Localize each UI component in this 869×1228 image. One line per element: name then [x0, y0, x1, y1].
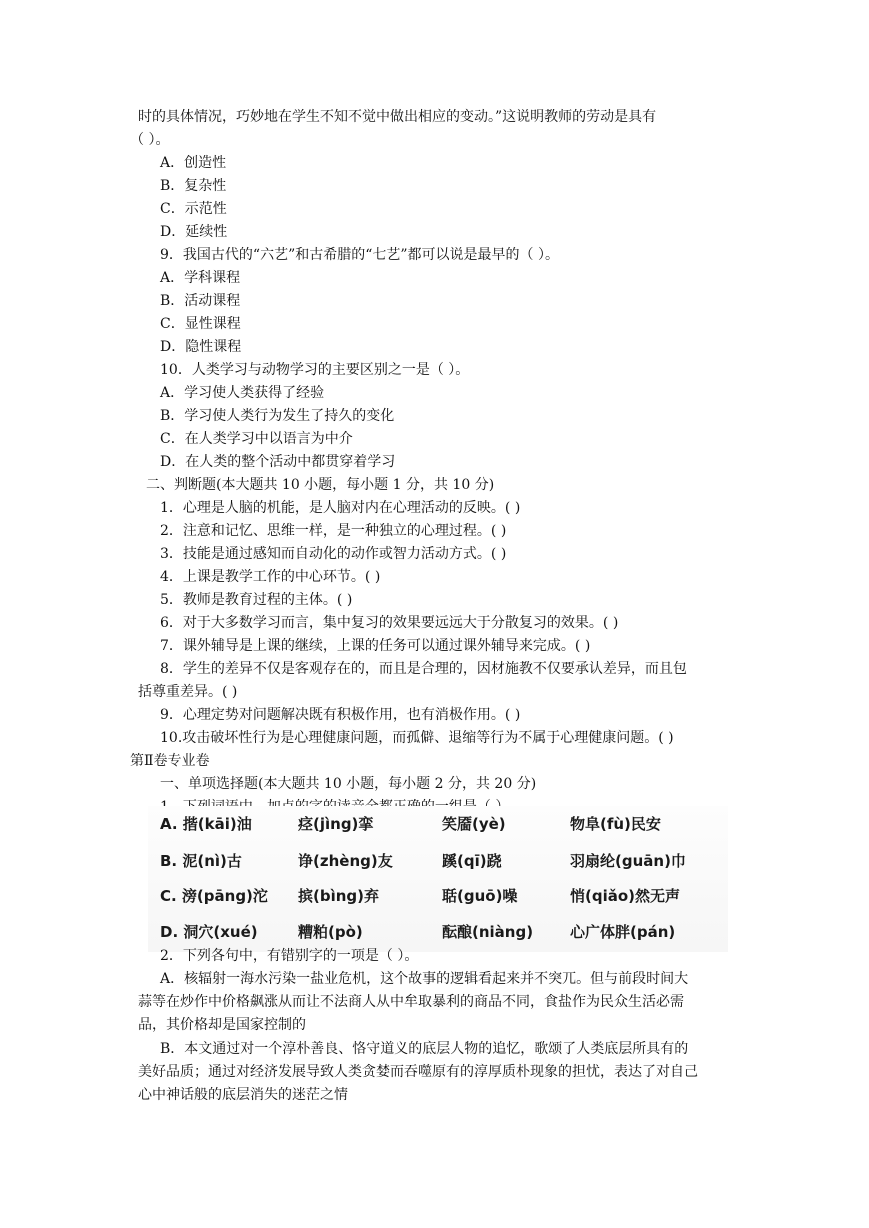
pinyin-c-4: 悄(qiǎo)然无声: [570, 887, 681, 905]
part2-q2-option-a-line3: 品，其价格却是国家控制的: [138, 1017, 306, 1033]
judge-item-7: 7．课外辅导是上课的继续，上课的任务可以通过课外辅导来完成。( ): [160, 638, 591, 654]
pinyin-row-b: [160, 850, 720, 874]
q10-option-d: D．在人类的整个活动中都贯穿着学习: [160, 454, 396, 470]
pinyin-row-c: [160, 885, 720, 909]
judge-item-6: 6．对于大多数学习而言，集中复习的效果要远远大于分散复习的效果。( ): [160, 615, 619, 631]
pinyin-d-3: 酝酿(niàng): [442, 923, 534, 941]
judge-item-3: 3．技能是通过感知而自动化的动作或智力活动方式。( ): [160, 546, 507, 562]
pinyin-row-a: [160, 813, 720, 837]
judge-item-9: 9．心理定势对问题解决既有积极作用，也有消极作用。( ): [160, 707, 521, 723]
pinyin-d-2: 糟粕(pò): [298, 923, 363, 941]
q9-option-c: C．显性课程: [160, 316, 241, 332]
pinyin-a-2: 痉(jìng)挛: [298, 815, 374, 833]
part2-title: 第Ⅱ卷专业卷: [130, 753, 210, 769]
pinyin-c-3: 聒(guō)噪: [442, 887, 518, 905]
judge-item-4: 4．上课是教学工作的中心环节。( ): [160, 569, 381, 585]
pinyin-a-4: 物阜(fù)民安: [570, 815, 661, 833]
q9-option-b: B．活动课程: [160, 293, 241, 309]
pinyin-b-3: 蹊(qī)跷: [442, 852, 502, 870]
q10-option-c: C．在人类学习中以语言为中介: [160, 431, 353, 447]
pinyin-a-1: A. 揩(kāi)油: [160, 815, 252, 833]
part2-q2-option-b-line2: 美好品质；通过对经济发展导致人类贪婪而吞噬原有的淳厚质朴现象的担忧，表达了对自己: [138, 1064, 698, 1080]
q10-option-b: B．学习使人类行为发生了持久的变化: [160, 408, 395, 424]
q9-stem: 9．我国古代的“六艺”和古希腊的“七艺”都可以说是最早的（ ）。: [160, 247, 559, 263]
q9-option-d: D．隐性课程: [160, 339, 242, 355]
q8-option-b: B．复杂性: [160, 178, 227, 194]
pinyin-d-1: D. 洞穴(xué): [160, 923, 258, 941]
q9-option-a: A．学科课程: [160, 270, 241, 286]
q10-option-a: A．学习使人类获得了经验: [160, 385, 325, 401]
part2-q2-option-a-line1: A．核辐射一海水污染一盐业危机，这个故事的逻辑看起来并不突兀。但与前段时间大: [160, 971, 689, 987]
judge-item-8-cont: 括尊重差异。( ): [138, 684, 238, 700]
pinyin-d-4: 心广体胖(pán): [570, 923, 676, 941]
judge-item-1: 1．心理是人脑的机能，是人脑对内在心理活动的反映。( ): [160, 500, 521, 516]
pinyin-a-3: 笑靥(yè): [442, 815, 506, 833]
pinyin-c-1: C. 滂(pāng)沱: [160, 887, 268, 905]
pinyin-b-2: 诤(zhèng)友: [298, 852, 393, 870]
part2-q2-option-a-line2: 蒜等在炒作中价格飙涨从而让不法商人从中牟取暴利的商品不同，食盐作为民众生活必需: [138, 994, 684, 1010]
part2-heading: 一、单项选择题(本大题共 10 小题，每小题 2 分，共 20 分): [160, 776, 537, 792]
judge-item-8: 8．学生的差异不仅是客观存在的，而且是合理的，因材施教不仅要承认差异，而且包: [160, 661, 687, 677]
judge-item-5: 5．教师是教育过程的主体。( ): [160, 592, 353, 608]
q10-stem: 10．人类学习与动物学习的主要区别之一是（ ）。: [160, 362, 470, 378]
part2-q2-stem: 2．下列各句中，有错别字的一项是（ ）。: [160, 948, 419, 964]
part2-q2-option-b-line1: B．本文通过对一个淳朴善良、恪守道义的底层人物的追忆，歌颂了人类底层所具有的: [160, 1041, 689, 1057]
q8-stem-tail: 时的具体情况，巧妙地在学生不知不觉中做出相应的变动。”这说明教师的劳动是具有: [138, 109, 657, 125]
q8-stem-blank: （ ）。: [130, 132, 170, 148]
pinyin-row-d: [160, 921, 720, 945]
q8-option-d: D．延续性: [160, 224, 228, 240]
part2-q2-option-b-line3: 心中神话般的底层消失的迷茫之情: [138, 1087, 348, 1103]
pinyin-c-2: 摈(bìng)弃: [298, 887, 380, 905]
q8-option-c: C．示范性: [160, 201, 227, 217]
judge-item-2: 2．注意和记忆、思维一样，是一种独立的心理过程。( ): [160, 523, 507, 539]
judge-heading: 二、判断题(本大题共 10 小题，每小题 1 分，共 10 分): [146, 477, 495, 493]
q8-option-a: A．创造性: [160, 155, 227, 171]
pinyin-b-4: 羽扇纶(guān)巾: [570, 852, 686, 870]
pinyin-b-1: B. 泥(nì)古: [160, 852, 242, 870]
judge-item-10: 10.攻击破坏性行为是心理健康问题，而孤僻、退缩等行为不属于心理健康问题。( ): [160, 730, 674, 746]
